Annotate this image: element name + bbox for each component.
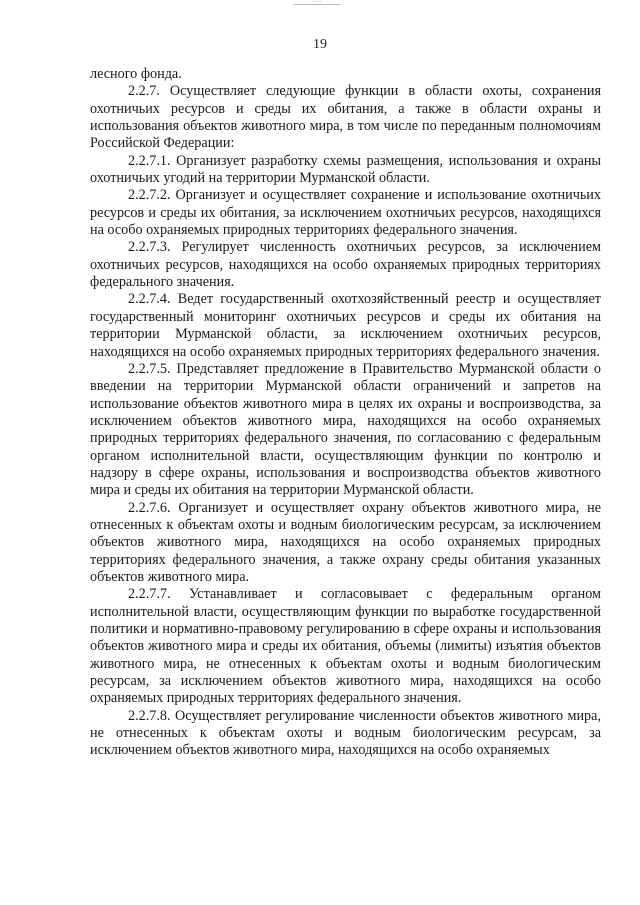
page-top-mark — [294, 0, 340, 5]
paragraph-2-2-7-6: 2.2.7.6. Организует и осуществляет охрану объектов животного мира, не отнесенных к объектам охоты и водным биологическим ресурсам, за исключением объектов животного мира, находящихся на особо охраняемых природных территориях федерального значения, а также охрану среды обитания указанных объектов животного мира. — [90, 499, 601, 585]
page-number: 19 — [313, 37, 327, 52]
paragraph-2-2-7-8: 2.2.7.8. Осуществляет регулирование численности объектов животного мира, не отнесенных к объектам охоты и водным биологическим ресурсам, за исключением объектов животного мира, находящихся на особо охраняемых — [90, 707, 601, 759]
paragraph-2-2-7-5: 2.2.7.5. Представляет предложение в Правительство Мурманской области о введении на территории Мурманской области ограничений и запретов на использование объектов животного мира в целях их охраны и воспроизводства, за исключением объектов животного мира, находящихся на особо охраняемых природных территориях федерального значения, по согласованию с федеральным органом исполнительной власти, осуществляющим функции по контролю и надзору в сфере охраны, использования и воспроизводства объектов животного мира и среды их обитания на территории Мурманской области. — [90, 360, 601, 499]
paragraph-2-2-7-2: 2.2.7.2. Организует и осуществляет сохранение и использование охотничьих ресурсов и среды их обитания, за исключением охотничьих ресурсов, находящихся на особо охраняемых природных территориях федерального значения. — [90, 187, 601, 239]
paragraph-2-2-7-3: 2.2.7.3. Регулирует численность охотничьих ресурсов, за исключением охотничьих ресурсов, находящихся на особо охраняемых природных территориях федерального значения. — [90, 239, 601, 291]
paragraph-2-2-7-1: 2.2.7.1. Организует разработку схемы размещения, использования и охраны охотничьих угодий на территории Мурманской области. — [90, 152, 601, 187]
paragraph-2-2-7-7: 2.2.7.7. Устанавливает и согласовывает с федеральным органом исполнительной власти, осуществляющим функции по выработке государственной политики и нормативно-правовому регулированию в сфере охраны и использования объектов животного мира и среды их обитания, объемы (лимиты) изъятия объектов животного мира, не отнесенных к объектам охоты и водным биологическим ресурсам, за исключением объектов животного мира, находящихся на особо охраняемых природных территориях федерального значения. — [90, 586, 601, 707]
paragraph-2-2-7: 2.2.7. Осуществляет следующие функции в области охоты, сохранения охотничьих ресурсов и среды их обитания, а также в области охраны и использования объектов животного мира, в том числе по переданным полномочиям Российской Федерации: — [90, 83, 601, 152]
document-body — [90, 66, 601, 760]
paragraph-2-2-7-4: 2.2.7.4. Ведет государственный охотхозяйственный реестр и осуществляет государственный мониторинг охотничьих ресурсов и среды их обитания на территории Мурманской области, за исключением охотничьих ресурсов, находящихся на особо охраняемых природных территориях федерального значения. — [90, 291, 601, 360]
paragraph-continuation: лесного фонда. — [90, 66, 182, 82]
